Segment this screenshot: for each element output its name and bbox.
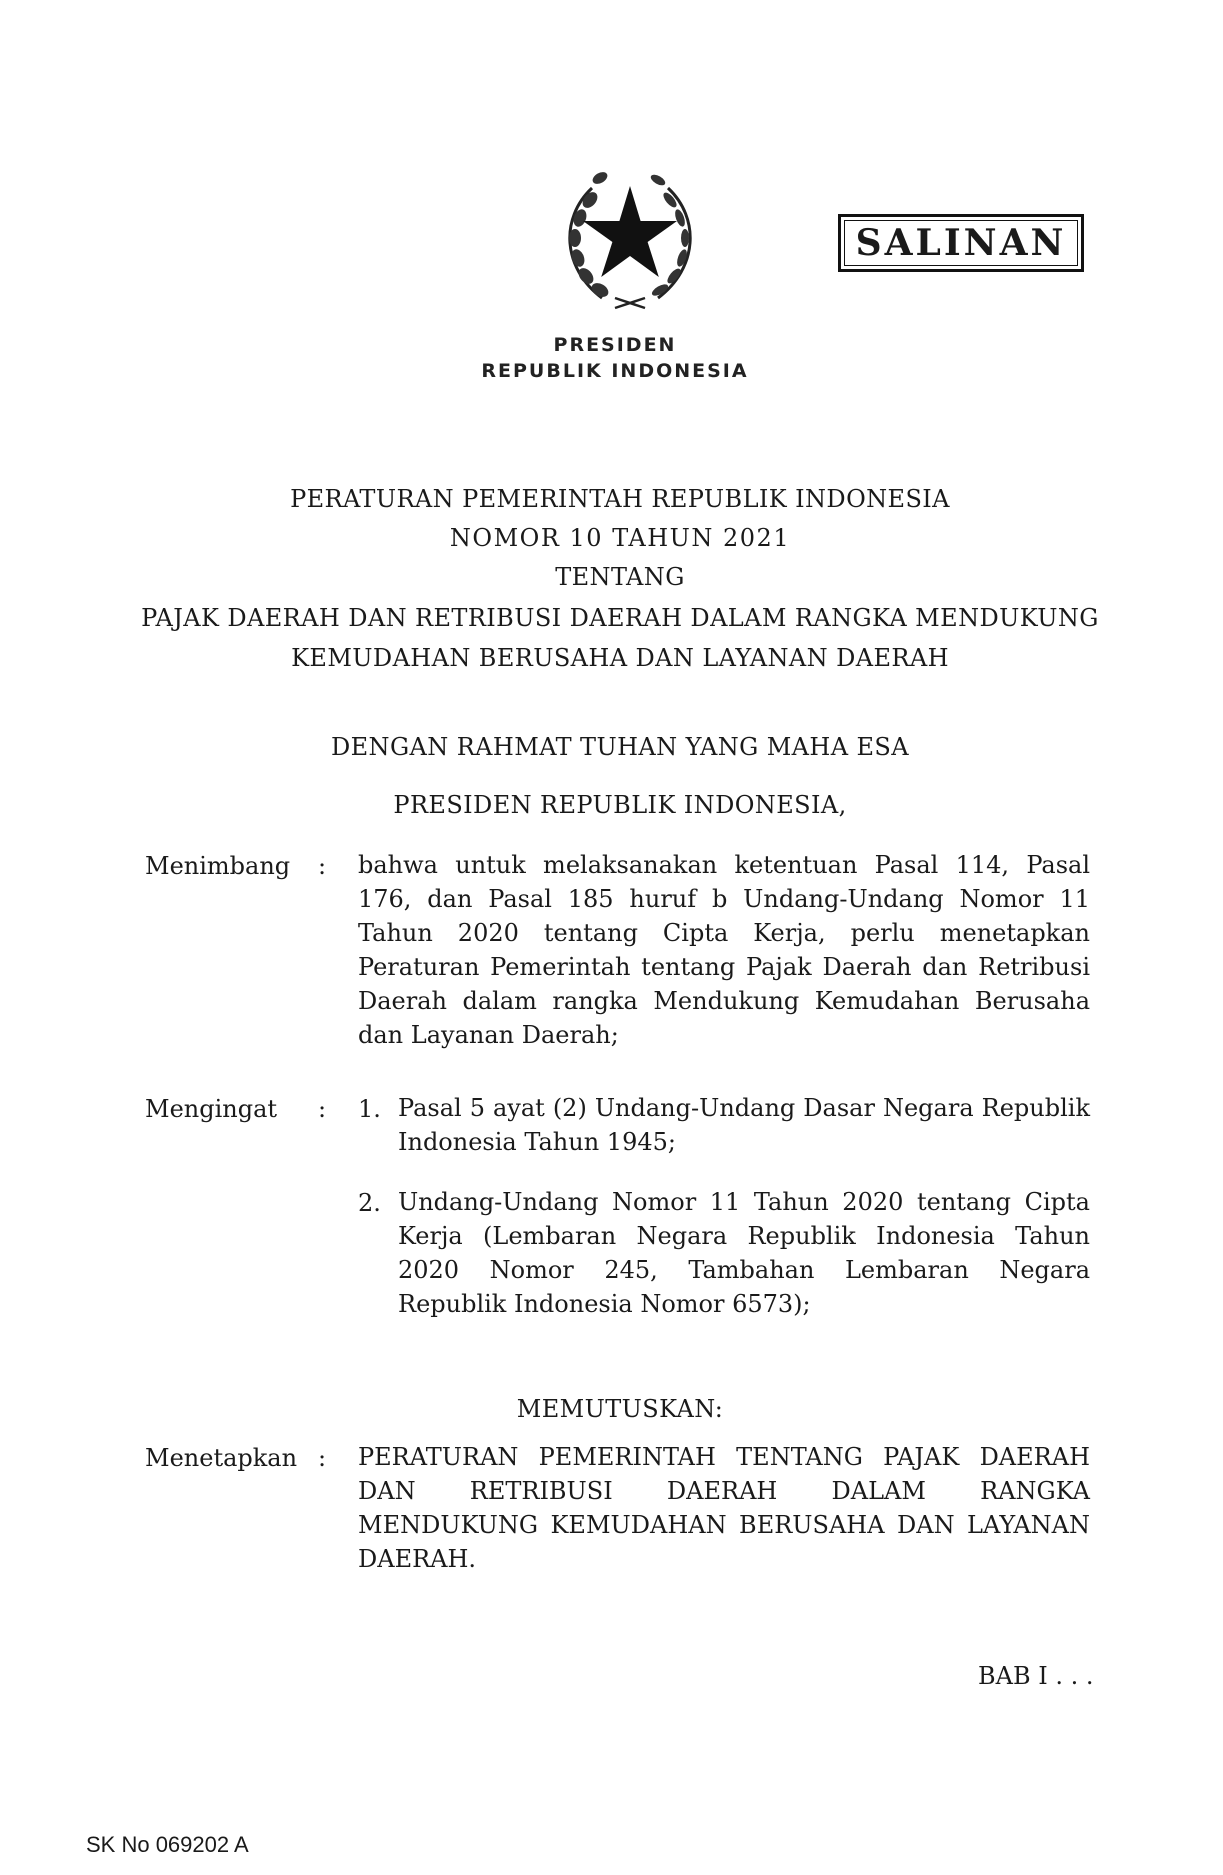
mengingat-item-text: Pasal 5 ayat (2) Undang-Undang Dasar Negara Republik Indonesia Tahun 1945; (398, 1094, 1090, 1156)
menimbang-text: bahwa untuk melaksanakan ketentuan Pasal 114, Pasal 176, dan Pasal 185 huruf b Undang-Undang Nomor 11 Tahun 2020 tentang Cipta Kerja, perlu menetapkan Peraturan Pemerintah tentang Pajak Daerah dan Retribusi Daerah dalam rangka Mendukung Kemudahan Berusaha dan Layanan Daerah; (358, 851, 1090, 1049)
salinan-stamp: SALINAN (838, 214, 1084, 272)
sk-number: SK No 069202 A (86, 1832, 249, 1857)
garuda-star-emblem-icon (540, 148, 720, 318)
mengingat-item-number: 2. (358, 1189, 381, 1217)
menetapkan-text: PERATURAN PEMERINTAH TENTANG PAJAK DAERAH DAN RETRIBUSI DAERAH DALAM RANGKA MENDUKUNG KEMUDAHAN BERUSAHA DAN LAYANAN DAERAH. (358, 1443, 1090, 1573)
mengingat-item-text: Undang-Undang Nomor 11 Tahun 2020 tentang Cipta Kerja (Lembaran Negara Republik Indonesia Tahun 2020 Nomor 245, Tambahan Lembaran Negara Republik Indonesia Nomor 6573); (398, 1188, 1090, 1318)
mengingat-item-number: 1. (358, 1095, 381, 1123)
next-page-indicator: BAB I . . . (978, 1662, 1094, 1690)
memutuskan-heading: MEMUTUSKAN: (516, 1395, 724, 1423)
menimbang-label: Menimbang (145, 852, 291, 880)
regulation-title: PERATURAN PEMERINTAH REPUBLIK INDONESIA (290, 485, 950, 513)
regulation-tentang: TENTANG (555, 563, 685, 591)
preamble-line2: PRESIDEN REPUBLIK INDONESIA, (393, 791, 847, 819)
regulation-subject-line1: PAJAK DAERAH DAN RETRIBUSI DAERAH DALAM RANGKA MENDUKUNG (141, 604, 1099, 632)
menetapkan-colon: : (318, 1444, 327, 1472)
regulation-subject-line2: KEMUDAHAN BERUSAHA DAN LAYANAN DAERAH (291, 644, 949, 672)
menetapkan-label: Menetapkan (145, 1444, 298, 1472)
mengingat-label: Mengingat (145, 1095, 278, 1123)
regulation-number: NOMOR 10 TAHUN 2021 (449, 524, 791, 552)
preamble-line1: DENGAN RAHMAT TUHAN YANG MAHA ESA (331, 733, 909, 761)
menimbang-colon: : (318, 852, 327, 880)
president-label-line1: PRESIDEN (553, 334, 677, 356)
mengingat-colon: : (318, 1095, 327, 1123)
president-label-line2: REPUBLIK INDONESIA (481, 360, 749, 382)
